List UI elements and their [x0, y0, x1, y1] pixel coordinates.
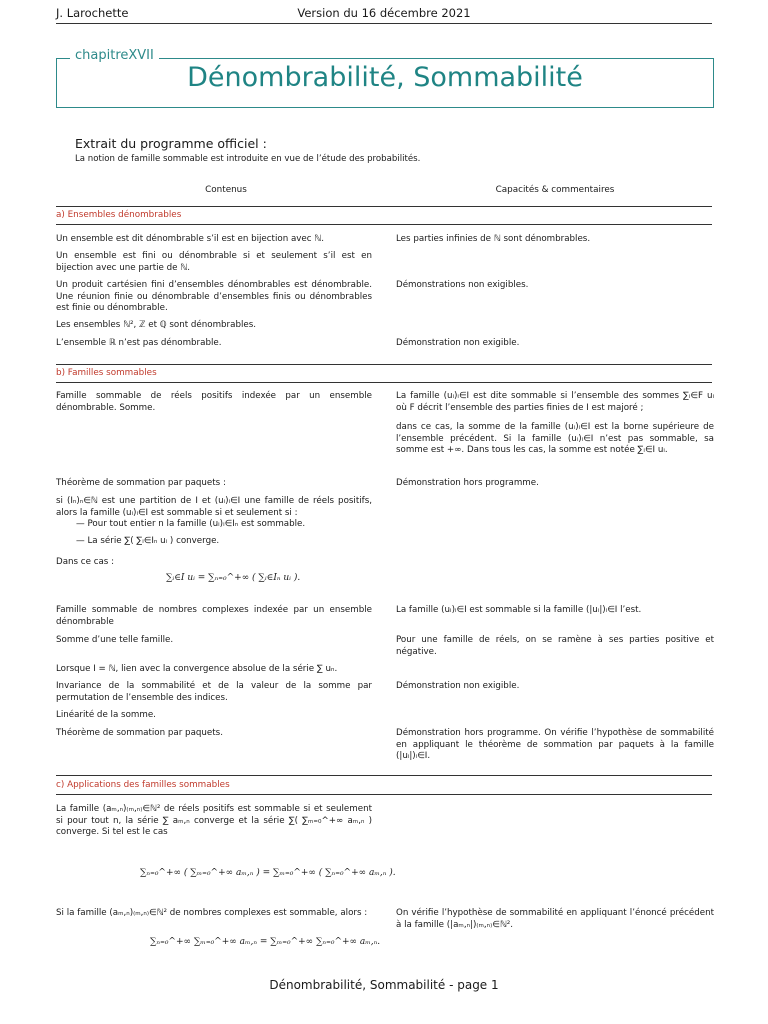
intro-heading: Extrait du programme officiel : [75, 136, 267, 151]
comment-b1a: La famille (uᵢ)ᵢ∈I est dite sommable si l’ensemble des sommes ∑ᵢ∈F uᵢ où F décrit l’ensemble des parties finies de I est majoré ; [396, 391, 714, 413]
content-a4: Les ensembles ℕ², ℤ et ℚ sont dénombrables. [56, 320, 256, 330]
comment-b8: Démonstration hors programme. On vérifie l’hypothèse de sommabilité en appliquant le théorème de sommation par paquets à la famille (|uᵢ|)ᵢ∈I. [396, 728, 714, 761]
content-b6: Invariance de la sommabilité et de la valeur de la somme par permutation de l’ensemble des indices. [56, 681, 372, 703]
content-c2: Si la famille (aₘ,ₙ)₍ₘ,ₙ₎∈ℕ² de nombres complexes est sommable, alors : [56, 908, 368, 918]
content-b2-dans-ce-cas: Dans ce cas : [56, 557, 115, 567]
content-b5: Lorsque I = ℕ, lien avec la convergence absolue de la série ∑ uₙ. [56, 664, 338, 674]
section-rule [56, 775, 712, 776]
formula-fubini-complexe: ∑ₙ₌₀^+∞ ∑ₘ₌₀^+∞ aₘ,ₙ = ∑ₘ₌₀^+∞ ∑ₙ₌₀^+∞ aₘ,ₙ. [150, 937, 381, 947]
content-b2-statement: si (Iₙ)ₙ∈ℕ est une partition de I et (uᵢ)ᵢ∈I une famille de réels positifs, alors la famille (uᵢ)ᵢ∈I est sommable si et seulement si : [56, 496, 372, 518]
content-a1: Un ensemble est dit dénombrable s’il est en bijection avec ℕ. [56, 234, 325, 244]
content-b7: Linéarité de la somme. [56, 710, 156, 720]
column-header-contenus: Contenus [205, 185, 247, 195]
comment-a1: Les parties infinies de ℕ sont dénombrables. [396, 234, 591, 244]
section-title-a: a) Ensembles dénombrables [56, 210, 182, 220]
content-b3: Famille sommable de nombres complexes indexée par un ensemble dénombrable [56, 605, 372, 627]
comment-a3: Démonstrations non exigibles. [396, 280, 529, 290]
section-title-c: c) Applications des familles sommables [56, 780, 230, 790]
formula-fubini-positif: ∑ₙ₌₀^+∞ ( ∑ₘ₌₀^+∞ aₘ,ₙ ) = ∑ₘ₌₀^+∞ ( ∑ₙ₌₀^+∞ aₘ,ₙ ). [140, 868, 396, 878]
comment-b6: Démonstration non exigible. [396, 681, 520, 691]
chapter-label: chapitreXVII [70, 48, 159, 63]
section-rule [56, 224, 712, 225]
author: J. Larochette [56, 6, 129, 20]
content-a2: Un ensemble est fini ou dénombrable si et seulement s’il est en bijection avec une partie de ℕ. [56, 251, 372, 273]
content-a5: L’ensemble ℝ n’est pas dénombrable. [56, 338, 222, 348]
content-c1: La famille (aₘ,ₙ)₍ₘ,ₙ₎∈ℕ² de réels positifs est sommable si et seulement si pour tout n, la série ∑ aₘ,ₙ converge et la série ∑( ∑ₘ₌₀^+∞ aₘ,ₙ ) converge. Si tel est le cas [56, 804, 372, 837]
content-a3: Un produit cartésien fini d’ensembles dénombrables est dénombrable. Une réunion finie ou dénombrable d’ensembles finis ou dénombrables est finie ou dénombrable. [56, 280, 372, 313]
chapter-title: Dénombrabilité, Sommabilité [187, 62, 583, 93]
section-rule [56, 364, 712, 365]
section-title-b: b) Familles sommables [56, 368, 157, 378]
formula-sommation-paquets: ∑ᵢ∈I uᵢ = ∑ₙ₌₀^+∞ ( ∑ᵢ∈Iₙ uᵢ ). [166, 573, 301, 583]
comment-c2: On vérifie l’hypothèse de sommabilité en appliquant l’énoncé précédent à la famille (|aₘ,ₙ|)₍ₘ,ₙ₎∈ℕ². [396, 908, 714, 930]
section-rule [56, 794, 712, 795]
section-rule [56, 206, 712, 207]
intro-text: La notion de famille sommable est introduite en vue de l’étude des probabilités. [75, 154, 421, 164]
column-header-capacites: Capacités & commentaires [495, 185, 615, 195]
bullet-item: — Pour tout entier n la famille (uᵢ)ᵢ∈Iₙ est sommable. [76, 519, 306, 529]
header-rule [56, 23, 712, 24]
page-footer: Dénombrabilité, Sommabilité - page 1 [269, 978, 499, 992]
comment-b3: La famille (uᵢ)ᵢ∈I est sommable si la famille (|uᵢ|)ᵢ∈I l’est. [396, 605, 642, 615]
comment-a5: Démonstration non exigible. [396, 338, 520, 348]
content-b1: Famille sommable de réels positifs indexée par un ensemble dénombrable. Somme. [56, 391, 372, 413]
content-b4: Somme d’une telle famille. [56, 635, 174, 645]
comment-b2: Démonstration hors programme. [396, 478, 539, 488]
section-rule [56, 382, 712, 383]
version-date: Version du 16 décembre 2021 [297, 6, 471, 20]
page-header [56, 6, 712, 22]
comment-b4: Pour une famille de réels, on se ramène à ses parties positive et négative. [396, 635, 714, 657]
content-b2: Théorème de sommation par paquets : [56, 478, 226, 488]
content-b8: Théorème de sommation par paquets. [56, 728, 223, 738]
bullet-item: — La série ∑( ∑ᵢ∈Iₙ uᵢ ) converge. [76, 536, 220, 546]
comment-b1b: dans ce cas, la somme de la famille (uᵢ)ᵢ∈I est la borne supérieure de l’ensemble précédent. Si la famille (uᵢ)ᵢ∈I n’est pas sommable, sa somme est +∞. Dans tous les cas, la somme est notée ∑ᵢ∈I uᵢ. [396, 422, 714, 455]
